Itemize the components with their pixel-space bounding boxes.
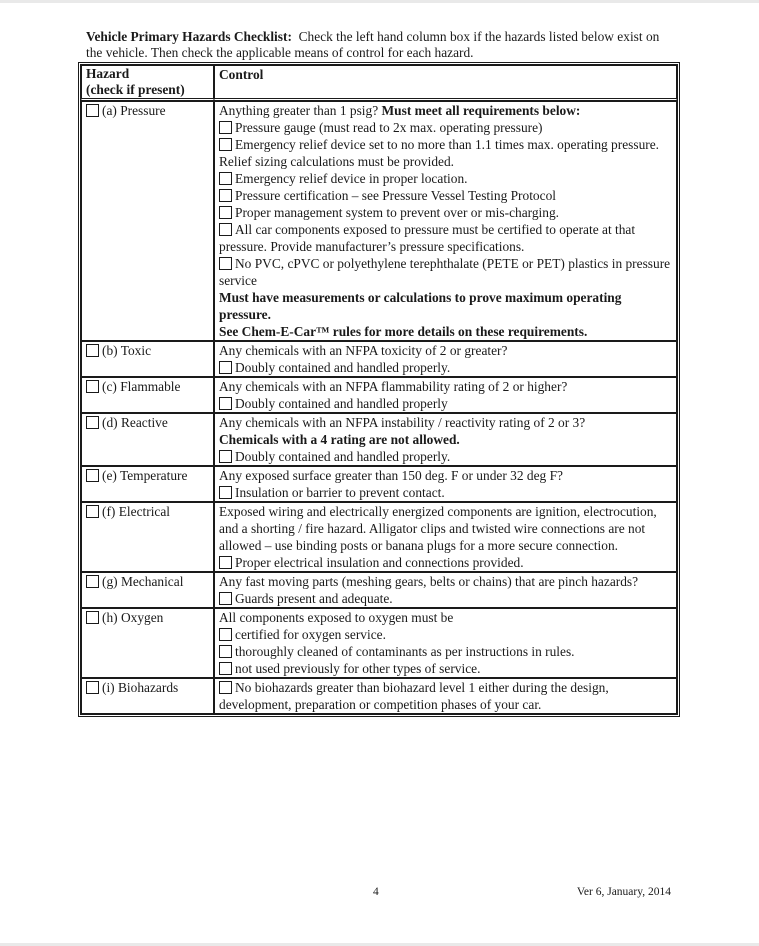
checklist-instructions: Check the left hand column box if the hazards listed below exist on the vehicle. Then check the applicable means of control for each hazard.: [86, 29, 660, 60]
control-checkbox[interactable]: [219, 592, 232, 605]
hazard-checkbox-biohazards[interactable]: [86, 681, 99, 694]
hazard-row-biohazards: [81, 678, 677, 714]
hazard-cell-mechanical: (g) Mechanical: [81, 572, 214, 608]
hazard-row-reactive: [81, 413, 677, 466]
hazard-checkbox-mechanical[interactable]: [86, 575, 99, 588]
control-checkbox[interactable]: [219, 189, 232, 202]
version-label: Ver 6, January, 2014: [576, 886, 671, 898]
control-checkbox[interactable]: [219, 397, 232, 410]
hazard-column-header: Hazard (check if present): [81, 65, 214, 101]
hazard-cell-biohazards: (i) Biohazards: [81, 678, 214, 714]
hazard-cell-electrical: (f) Electrical: [81, 502, 214, 572]
control-item: No PVC, cPVC or polyethylene terephthalate (PETE or PET) plastics in pressure service: [219, 256, 671, 288]
control-cell-flammable: Any chemicals with an NFPA flammability rating of 2 or higher? Doubly contained and handled properly: [214, 377, 677, 413]
hazard-checkbox-temperature[interactable]: [86, 469, 99, 482]
control-checkbox[interactable]: [219, 450, 232, 463]
hazard-cell-toxic: (b) Toxic: [81, 341, 214, 377]
control-checkbox[interactable]: [219, 138, 232, 151]
hazard-row-flammable: [81, 377, 677, 413]
hazard-checkbox-reactive[interactable]: [86, 416, 99, 429]
pressure-rules-note: See Chem-E-Car™ rules for more details on these requirements.: [219, 324, 588, 339]
hazard-cell-pressure: (a) Pressure: [81, 101, 214, 341]
reactive-note: Chemicals with a 4 rating are not allowed.: [219, 432, 460, 447]
control-cell-pressure: Anything greater than 1 psig? Must meet all requirements below: Pressure gauge (must read to 2x max. operating pressure) Emergency relief device set to no more than 1.1 times max. operating pressure. Relief sizing calculations must be provided. Emergency relief device in proper location. Pressure certification – see Pressure Vessel Testing Protocol Proper management system to prevent over or mis-charging. All car components exposed to pressure must be certified to operate at that pressure. Provide manufacturer’s pressure specifications. No PVC, cPVC or polyethylene terephthalate (PETE or PET) plastics in pressure service Must have measurements or calculations to prove maximum operating pressure. See Chem-E-Car™ rules for more details on these requirements.: [214, 101, 677, 341]
hazard-row-pressure: [81, 101, 677, 341]
hazard-cell-flammable: (c) Flammable: [81, 377, 214, 413]
control-cell-oxygen: All components exposed to oxygen must be certified for oxygen service. thoroughly cleaned of contaminants as per instructions in rules. not used previously for other types of service.: [214, 608, 677, 678]
page-top-edge: [0, 0, 759, 3]
control-checkbox[interactable]: [219, 257, 232, 270]
control-checkbox[interactable]: [219, 206, 232, 219]
control-item: Pressure certification – see Pressure Vessel Testing Protocol: [219, 187, 673, 204]
table-header-row: [81, 65, 677, 101]
hazard-row-toxic: [81, 341, 677, 377]
control-item: Insulation or barrier to prevent contact.: [219, 484, 673, 501]
hazard-row-temperature: [81, 466, 677, 502]
control-cell-temperature: Any exposed surface greater than 150 deg. F or under 32 deg F? Insulation or barrier to prevent contact.: [214, 466, 677, 502]
hazard-checkbox-flammable[interactable]: [86, 380, 99, 393]
control-item: Guards present and adequate.: [219, 590, 673, 607]
pressure-measurement-note: Must have measurements or calculations to prove maximum operating pressure.: [219, 290, 622, 322]
control-checkbox[interactable]: [219, 628, 232, 641]
page-number: 4: [373, 886, 379, 898]
control-checkbox[interactable]: [219, 223, 232, 236]
control-item: not used previously for other types of service.: [219, 660, 673, 677]
hazard-checkbox-oxygen[interactable]: [86, 611, 99, 624]
control-item: Proper management system to prevent over or mis-charging.: [219, 204, 673, 221]
control-cell-biohazards: [214, 678, 677, 714]
control-item: Emergency relief device in proper location.: [219, 170, 673, 187]
control-checkbox[interactable]: [219, 361, 232, 374]
hazard-checkbox-pressure[interactable]: [86, 104, 99, 117]
control-checkbox[interactable]: [219, 645, 232, 658]
control-item: Doubly contained and handled properly.: [219, 359, 673, 376]
hazard-row-electrical: [81, 502, 677, 572]
control-checkbox[interactable]: [219, 121, 232, 134]
hazard-row-mechanical: [81, 572, 677, 608]
hazard-checkbox-toxic[interactable]: [86, 344, 99, 357]
control-checkbox[interactable]: [219, 172, 232, 185]
control-item: Proper electrical insulation and connections provided.: [219, 554, 673, 571]
control-item: No biohazards greater than biohazard level 1 either during the design, development, preparation or competition phases of your car.: [219, 680, 609, 712]
hazard-cell-oxygen: (h) Oxygen: [81, 608, 214, 678]
control-item: Doubly contained and handled properly: [219, 395, 673, 412]
hazard-cell-temperature: (e) Temperature: [81, 466, 214, 502]
control-column-header: Control: [214, 65, 677, 101]
control-checkbox[interactable]: [219, 681, 232, 694]
checklist-intro: [86, 29, 676, 61]
control-item: certified for oxygen service.: [219, 626, 673, 643]
control-checkbox[interactable]: [219, 662, 232, 675]
control-item: All car components exposed to pressure must be certified to operate at that pressure. Provide manufacturer’s pressure specifications.: [219, 222, 636, 254]
hazard-row-oxygen: [81, 608, 677, 678]
control-cell-toxic: Any chemicals with an NFPA toxicity of 2 or greater? Doubly contained and handled properly.: [214, 341, 677, 377]
control-cell-mechanical: Any fast moving parts (meshing gears, belts or chains) that are pinch hazards? Guards present and adequate.: [214, 572, 677, 608]
control-item: Pressure gauge (must read to 2x max. operating pressure): [219, 119, 673, 136]
hazards-table: [78, 62, 680, 717]
control-cell-reactive: Any chemicals with an NFPA instability / reactivity rating of 2 or 3? Chemicals with a 4 rating are not allowed. Doubly contained and handled properly.: [214, 413, 677, 466]
hazard-cell-reactive: (d) Reactive: [81, 413, 214, 466]
checklist-title: Vehicle Primary Hazards Checklist:: [86, 29, 292, 44]
control-checkbox[interactable]: [219, 556, 232, 569]
control-cell-electrical: Exposed wiring and electrically energized components are ignition, electrocution, and a shorting / fire hazard. Alligator clips and twisted wire connections are not allowed – use binding posts or banana plugs for a more secure connection. Proper electrical insulation and connections provided.: [214, 502, 677, 572]
control-item: Emergency relief device set to no more than 1.1 times max. operating pressure. Relief sizing calculations must be provided.: [219, 137, 660, 169]
control-item: Doubly contained and handled properly.: [219, 448, 673, 465]
control-checkbox[interactable]: [219, 486, 232, 499]
hazard-checkbox-electrical[interactable]: [86, 505, 99, 518]
control-item: thoroughly cleaned of contaminants as per instructions in rules.: [219, 643, 673, 660]
